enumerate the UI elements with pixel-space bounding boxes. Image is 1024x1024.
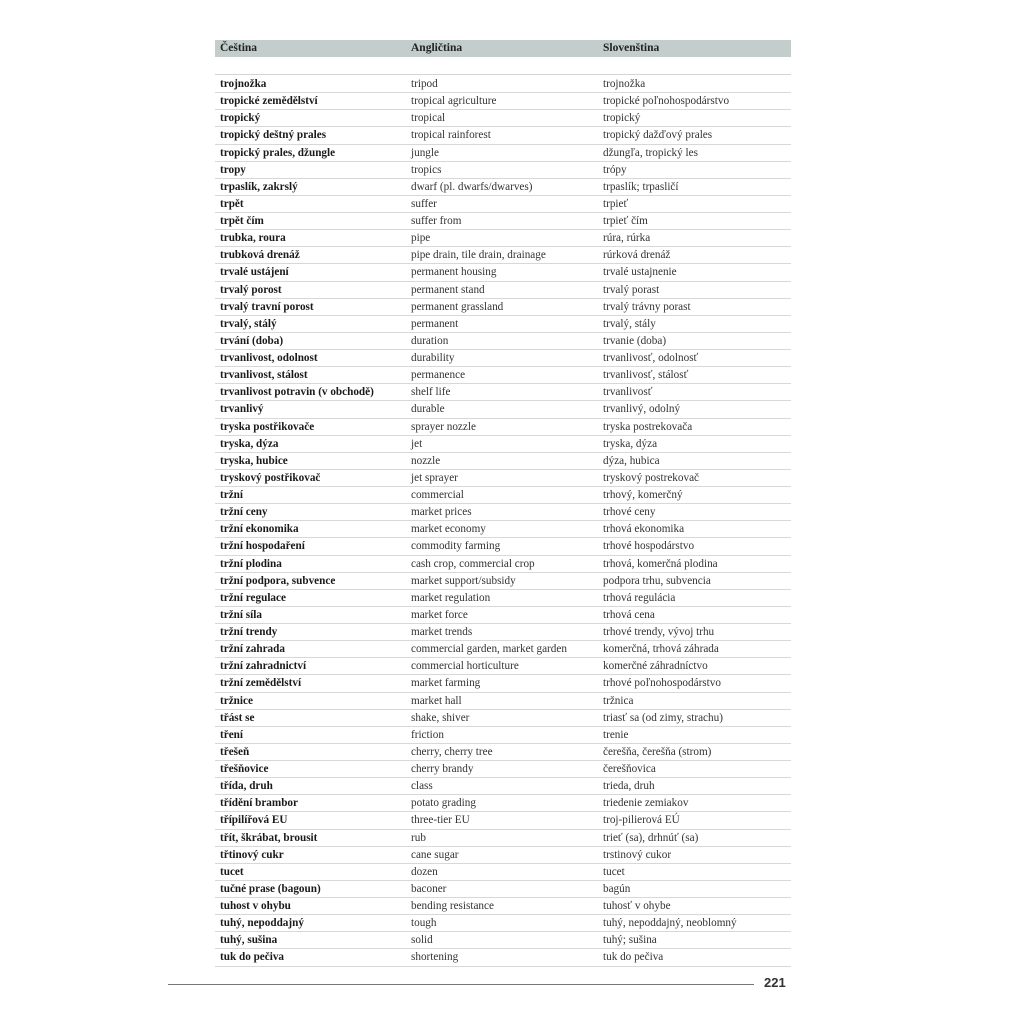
- czech-term: tuk do pečiva: [220, 951, 285, 964]
- english-term: cherry, cherry tree: [411, 745, 493, 758]
- table-row: [215, 384, 791, 401]
- english-term: friction: [411, 728, 444, 741]
- table-row: [215, 590, 791, 607]
- header-slovak: Slovenština: [603, 42, 660, 54]
- czech-term: trvanlivost, odolnost: [220, 352, 318, 364]
- slovak-term: čerešňa, čerešňa (strom): [603, 745, 712, 758]
- czech-term: trvalý travní porost: [220, 300, 314, 313]
- czech-term: trvalý porost: [220, 283, 282, 296]
- slovak-term: trhová, komerčná plodina: [603, 557, 718, 570]
- english-term: suffer: [411, 197, 437, 210]
- table-row: [215, 795, 791, 812]
- czech-term: tření: [220, 728, 243, 741]
- english-term: class: [411, 780, 433, 793]
- english-term: market prices: [411, 506, 472, 519]
- english-term: baconer: [411, 882, 447, 895]
- english-term: permanent: [411, 317, 459, 330]
- czech-term: tropický prales, džungle: [220, 146, 336, 159]
- czech-term: tučné prase (bagoun): [220, 882, 321, 895]
- slovak-term: tryska postrekovača: [603, 420, 693, 433]
- slovak-term: tuhosť v ohybe: [603, 900, 671, 912]
- table-row: [215, 915, 791, 932]
- table-row: [215, 812, 791, 829]
- table-row: [215, 179, 791, 196]
- table-row: [215, 145, 791, 162]
- slovak-term: trvanlivosť, stálosť: [603, 369, 689, 382]
- slovak-term: trhová cena: [603, 608, 655, 621]
- czech-term: třídění brambor: [220, 797, 298, 810]
- slovak-term: tržnica: [603, 694, 634, 707]
- czech-term: trvanlivost, stálost: [220, 369, 308, 382]
- english-term: commercial: [411, 489, 464, 501]
- czech-term: třtinový cukr: [220, 848, 284, 861]
- czech-term: tržní zahradnictví: [220, 660, 307, 673]
- table-row: [215, 316, 791, 333]
- english-term: commodity farming: [411, 540, 501, 553]
- table-row: [215, 881, 791, 898]
- czech-term: tržní ceny: [220, 506, 268, 519]
- english-term: market trends: [411, 626, 473, 638]
- table-row: [215, 538, 791, 555]
- english-term: suffer from: [411, 215, 462, 227]
- footer-rule: [168, 984, 754, 985]
- slovak-term: trpieť: [603, 197, 629, 210]
- slovak-term: dýza, hubica: [603, 454, 660, 467]
- czech-term: třást se: [220, 711, 255, 724]
- table-row: [215, 487, 791, 504]
- czech-term: tryskový postřikovač: [220, 471, 321, 484]
- slovak-term: trvalý trávny porast: [603, 300, 691, 313]
- slovak-term: trvanlivý, odolný: [603, 403, 681, 416]
- slovak-term: komerčná, trhová záhrada: [603, 643, 719, 656]
- english-term: market support/subsidy: [411, 574, 516, 587]
- english-term: tripod: [411, 78, 438, 90]
- czech-term: tržní zemědělství: [220, 677, 302, 690]
- czech-term: tržní podpora, subvence: [220, 574, 336, 587]
- english-term: market economy: [411, 523, 486, 536]
- table-row: [215, 675, 791, 692]
- english-term: tropics: [411, 163, 442, 176]
- czech-term: tržní síla: [220, 608, 262, 621]
- table-row: [215, 470, 791, 487]
- english-term: market hall: [411, 694, 462, 707]
- english-term: commercial garden, market garden: [411, 643, 567, 656]
- slovak-term: trhová regulácia: [603, 591, 676, 604]
- english-term: pipe: [411, 232, 431, 245]
- czech-term: třešňovice: [220, 763, 269, 775]
- table-row: [215, 727, 791, 744]
- czech-term: tropické zemědělství: [220, 95, 318, 108]
- slovak-term: džungľa, tropický les: [603, 146, 698, 159]
- english-term: tropical rainforest: [411, 129, 491, 142]
- glossary-table: [215, 76, 791, 967]
- english-term: durability: [411, 352, 455, 364]
- english-term: pipe drain, tile drain, drainage: [411, 249, 546, 262]
- czech-term: tuhost v ohybu: [220, 900, 291, 912]
- english-term: nozzle: [411, 454, 441, 467]
- slovak-term: trópy: [603, 163, 627, 176]
- header-divider: [215, 74, 791, 75]
- slovak-term: trvalé ustajnenie: [603, 266, 677, 279]
- table-row: [215, 453, 791, 470]
- slovak-term: tropické poľnohospodárstvo: [603, 95, 730, 108]
- table-row: [215, 778, 791, 795]
- english-term: durable: [411, 403, 445, 416]
- czech-term: tryska, dýza: [220, 437, 279, 450]
- english-term: market regulation: [411, 591, 491, 604]
- czech-term: tucet: [220, 865, 244, 878]
- table-row: [215, 504, 791, 521]
- czech-term: tryska postřikovače: [220, 420, 315, 433]
- english-term: dwarf (pl. dwarfs/dwarves): [411, 180, 533, 193]
- slovak-term: tucet: [603, 865, 625, 878]
- table-row: [215, 607, 791, 624]
- english-term: permanent grassland: [411, 300, 504, 313]
- slovak-term: trhové ceny: [603, 506, 656, 519]
- table-row: [215, 556, 791, 573]
- czech-term: tržní hospodaření: [220, 540, 305, 553]
- slovak-term: triedenie zemiakov: [603, 797, 689, 810]
- czech-term: tuhý, sušina: [220, 934, 278, 947]
- slovak-term: trieť (sa), drhnúť (sa): [603, 831, 699, 844]
- slovak-term: trstinový cukor: [603, 848, 672, 861]
- table-row: [215, 93, 791, 110]
- english-term: permanent housing: [411, 266, 497, 279]
- table-row: [215, 847, 791, 864]
- table-row: [215, 864, 791, 881]
- czech-term: trubková drenáž: [220, 249, 300, 262]
- table-row: [215, 162, 791, 179]
- slovak-term: tropický: [603, 112, 641, 125]
- czech-term: trvání (doba): [220, 334, 284, 347]
- slovak-term: čerešňovica: [603, 763, 656, 775]
- table-row: [215, 76, 791, 93]
- slovak-term: tuhý; sušina: [603, 934, 657, 947]
- czech-term: trpět čím: [220, 215, 264, 227]
- slovak-term: trhové hospodárstvo: [603, 540, 695, 553]
- table-row: [215, 419, 791, 436]
- table-row: [215, 898, 791, 915]
- czech-term: trvalé ustájení: [220, 266, 289, 279]
- czech-term: tržní trendy: [220, 626, 278, 638]
- slovak-term: podpora trhu, subvencia: [603, 574, 711, 587]
- slovak-term: tryska, dýza: [603, 437, 658, 450]
- slovak-term: troj-pilierová EÚ: [603, 814, 680, 827]
- english-term: bending resistance: [411, 900, 494, 912]
- slovak-term: trvanie (doba): [603, 334, 667, 347]
- czech-term: třešeň: [220, 745, 250, 758]
- slovak-term: trenie: [603, 728, 629, 741]
- english-term: tropical: [411, 112, 446, 125]
- table-row: [215, 110, 791, 127]
- english-term: cherry brandy: [411, 763, 474, 775]
- table-row: [215, 247, 791, 264]
- czech-term: trpět: [220, 197, 244, 210]
- slovak-term: tuk do pečiva: [603, 951, 664, 964]
- slovak-term: trvanlivosť, odolnosť: [603, 352, 699, 364]
- czech-term: třípilířová EU: [220, 814, 288, 827]
- slovak-term: tryskový postrekovač: [603, 471, 700, 484]
- english-term: shake, shiver: [411, 711, 470, 724]
- slovak-term: trhové poľnohospodárstvo: [603, 677, 721, 690]
- slovak-term: trhová ekonomika: [603, 523, 685, 536]
- czech-term: trvanlivý: [220, 403, 264, 416]
- header-czech: Čeština: [220, 42, 258, 54]
- czech-term: trvalý, stálý: [220, 317, 277, 330]
- czech-term: tuhý, nepoddajný: [220, 917, 304, 930]
- table-row: [215, 350, 791, 367]
- table-row: [215, 830, 791, 847]
- table-row: [215, 624, 791, 641]
- english-term: shelf life: [411, 386, 451, 399]
- table-row: [215, 213, 791, 230]
- czech-term: tržnice: [220, 694, 253, 707]
- header-english: Angličtina: [411, 42, 463, 54]
- table-row: [215, 367, 791, 384]
- slovak-term: rúrková drenáž: [603, 249, 671, 262]
- slovak-term: bagún: [603, 882, 631, 895]
- table-row: [215, 521, 791, 538]
- czech-term: třít, škrábat, brousit: [220, 831, 318, 844]
- english-term: permanent stand: [411, 283, 485, 296]
- english-term: market force: [411, 608, 468, 621]
- slovak-term: komerčné záhradníctvo: [603, 660, 708, 673]
- english-term: potato grading: [411, 797, 476, 810]
- table-row: [215, 282, 791, 299]
- table-row: [215, 761, 791, 778]
- english-term: permanence: [411, 369, 466, 382]
- english-term: sprayer nozzle: [411, 420, 476, 433]
- czech-term: trojnožka: [220, 78, 267, 90]
- english-term: three-tier EU: [411, 814, 470, 827]
- english-term: commercial horticulture: [411, 660, 519, 673]
- table-row: [215, 264, 791, 281]
- table-row: [215, 230, 791, 247]
- czech-term: tropický: [220, 112, 261, 125]
- table-row: [215, 658, 791, 675]
- english-term: rub: [411, 831, 426, 844]
- english-term: duration: [411, 334, 449, 347]
- table-row: [215, 436, 791, 453]
- english-term: market farming: [411, 677, 481, 690]
- slovak-term: tropický dažďový prales: [603, 129, 713, 142]
- page-number: 221: [764, 975, 786, 990]
- english-term: shortening: [411, 951, 459, 964]
- english-term: solid: [411, 934, 433, 947]
- english-term: jet sprayer: [411, 471, 458, 484]
- czech-term: tryska, hubice: [220, 454, 288, 467]
- table-row: [215, 744, 791, 761]
- czech-term: třída, druh: [220, 780, 273, 793]
- english-term: dozen: [411, 865, 438, 878]
- czech-term: tržní: [220, 489, 243, 501]
- slovak-term: trhový, komerčný: [603, 489, 683, 501]
- slovak-term: trhové trendy, vývoj trhu: [603, 626, 715, 638]
- table-row: [215, 641, 791, 658]
- czech-term: tropy: [220, 163, 246, 176]
- czech-term: trpaslík, zakrslý: [220, 180, 298, 193]
- slovak-term: trvanlivosť: [603, 386, 653, 399]
- czech-term: tržní zahrada: [220, 643, 285, 656]
- slovak-term: trpieť čím: [603, 215, 648, 227]
- english-term: cash crop, commercial crop: [411, 557, 535, 570]
- slovak-term: trvalý porast: [603, 283, 660, 296]
- slovak-term: rúra, rúrka: [603, 232, 651, 245]
- slovak-term: trieda, druh: [603, 780, 655, 793]
- english-term: tough: [411, 917, 437, 930]
- english-term: tropical agriculture: [411, 95, 497, 108]
- slovak-term: trojnožka: [603, 78, 646, 90]
- slovak-term: tuhý, nepoddajný, neoblomný: [603, 917, 737, 930]
- table-row: [215, 710, 791, 727]
- english-term: jet: [411, 437, 423, 450]
- english-term: cane sugar: [411, 848, 459, 861]
- czech-term: tržní regulace: [220, 591, 286, 604]
- table-row: [215, 196, 791, 213]
- table-row: [215, 401, 791, 418]
- czech-term: trubka, roura: [220, 232, 286, 245]
- table-row: [215, 127, 791, 144]
- table-header: [215, 40, 791, 57]
- czech-term: trvanlivost potravin (v obchodě): [220, 386, 374, 399]
- slovak-term: triasť sa (od zimy, strachu): [603, 711, 723, 724]
- table-row: [215, 333, 791, 350]
- czech-term: tropický deštný prales: [220, 129, 327, 142]
- czech-term: tržní ekonomika: [220, 523, 299, 536]
- czech-term: tržní plodina: [220, 557, 282, 570]
- slovak-term: trpaslík; trpasličí: [603, 180, 679, 193]
- english-term: jungle: [411, 146, 439, 159]
- table-row: [215, 299, 791, 316]
- table-row: [215, 949, 791, 966]
- table-row: [215, 693, 791, 710]
- table-row: [215, 932, 791, 949]
- table-row: [215, 573, 791, 590]
- slovak-term: trvalý, stály: [603, 317, 656, 330]
